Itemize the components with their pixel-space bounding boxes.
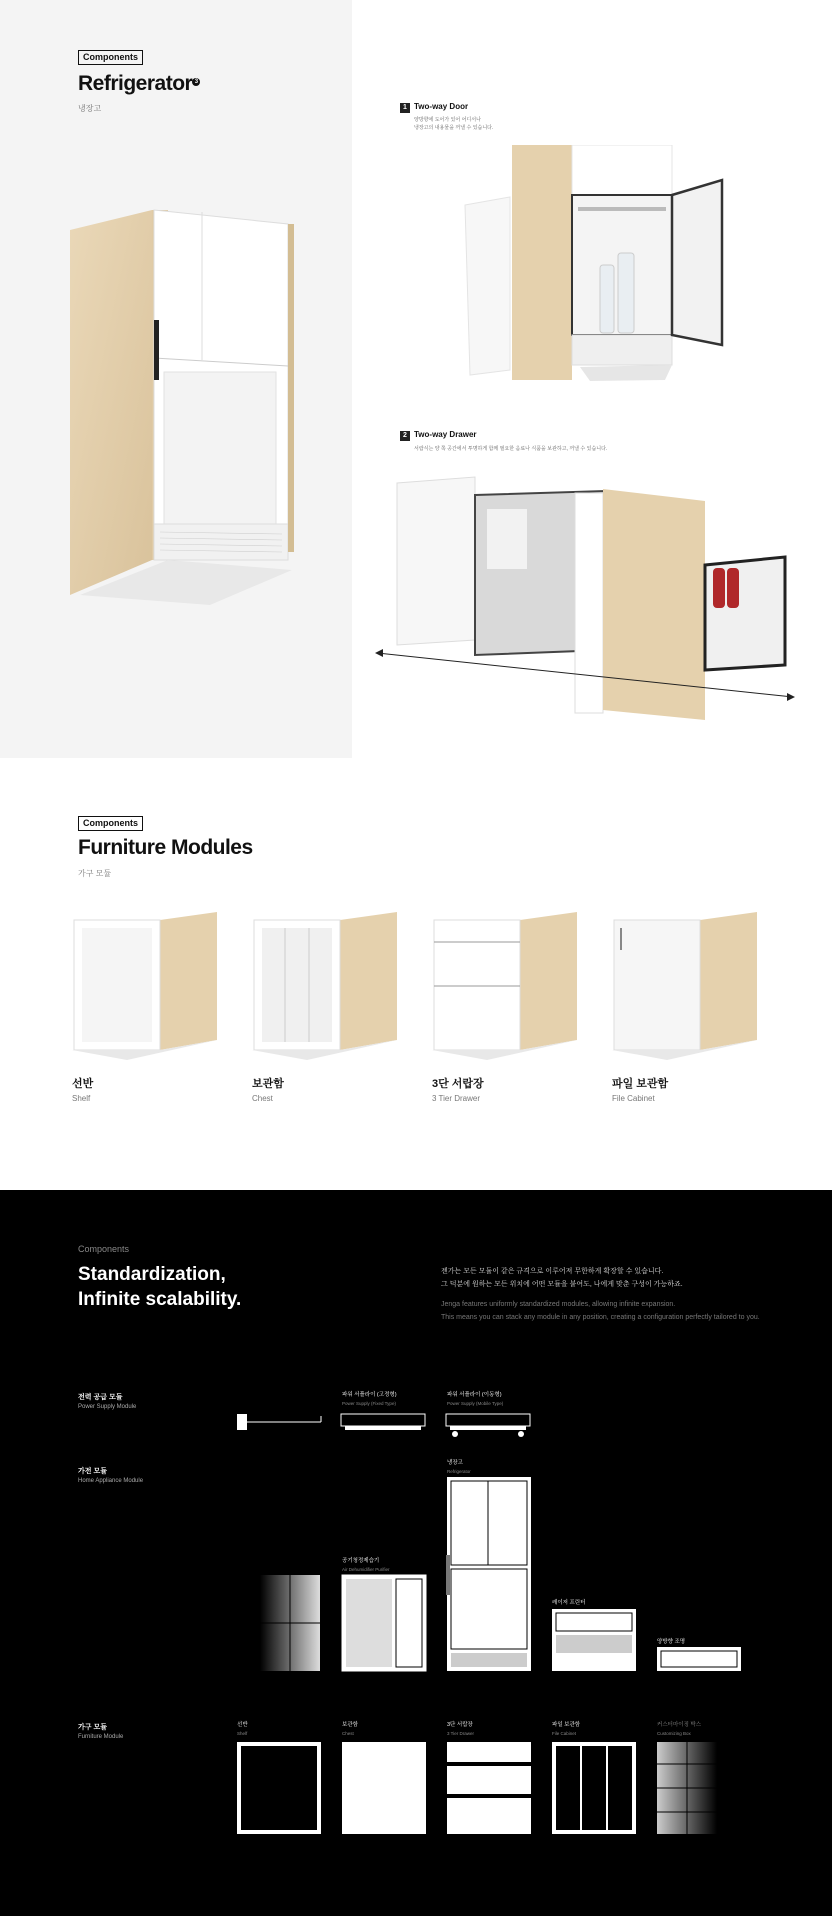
module-name-ko: 3단 서랍장 <box>432 1078 484 1090</box>
title-line: Standardization, <box>78 1264 226 1285</box>
item-label-en: Refrigerator <box>447 1469 471 1474</box>
item-label-ko: 보관함 <box>342 1722 358 1728</box>
item-label-en: Air Dehumidifier Purifier <box>342 1567 390 1572</box>
standardization-section <box>0 1190 832 1916</box>
desc-en: Jenga features uniformly standardized modules, allowing infinite expansion. <box>441 1301 676 1308</box>
feature-title: Two-way Door <box>414 102 469 111</box>
row-label-en: Power Supply Module <box>78 1404 137 1410</box>
module-file-cabinet <box>612 910 762 1103</box>
power-supply-drawings <box>235 1408 535 1448</box>
item-label-en: Power Supply (Fixed Type) <box>342 1401 396 1406</box>
feature-title: Two-way Drawer <box>414 430 477 439</box>
components-label: Components <box>78 1244 130 1254</box>
subtitle-ko: 냉장고 <box>78 104 102 113</box>
row-label-ko: 가전 모듈 <box>78 1468 107 1475</box>
feature-desc <box>414 116 493 132</box>
two-way-door-illustration <box>460 145 740 395</box>
desc-en: This means you can stack any module in any position, creating a configuration perfectly tailored to you. <box>441 1314 760 1321</box>
item-label-en: Chest <box>342 1731 354 1736</box>
section-subtitle-ko: 가구 모듈 <box>78 869 112 878</box>
module-name-ko: 파일 보관함 <box>612 1078 669 1090</box>
furniture-drawings <box>235 1740 735 1836</box>
item-label-en: 3 Tier Drawer <box>447 1731 475 1736</box>
module-name-en: Chest <box>252 1094 273 1103</box>
module-3-tier-drawer <box>432 910 582 1103</box>
page-title <box>78 72 200 96</box>
refrigerator-section <box>0 0 832 758</box>
feature-two-way-drawer <box>400 430 477 441</box>
row-label-ko: 가구 모듈 <box>78 1724 107 1731</box>
row-label-ko: 전력 공급 모듈 <box>78 1394 123 1401</box>
module-name-en: File Cabinet <box>612 1094 655 1103</box>
item-label-ko: 선반 <box>237 1722 248 1728</box>
item-label-ko: 커스터마이징 박스 <box>657 1722 702 1728</box>
appliance-drawings <box>250 1475 750 1675</box>
item-label-en: File Cabinet <box>552 1731 577 1736</box>
module-chest <box>252 910 402 1103</box>
module-shelf <box>72 910 222 1103</box>
desc-ko: 젠가는 모든 모듈이 같은 규격으로 이루어져 무한하게 확장할 수 있습니다. <box>441 1268 664 1275</box>
item-label-ko: 파워 서플라이 (고정형) <box>342 1392 397 1398</box>
file-cabinet-illustration <box>612 910 762 1060</box>
feature-desc-line: 냉장고의 내용물을 꺼낼 수 있습니다. <box>414 125 494 131</box>
item-label-ko: 파일 보관함 <box>552 1722 581 1728</box>
desc-ko: 그 덕분에 원하는 모든 위치에 어떤 모듈을 붙여도, 나에게 맞춘 구성이 가능하죠. <box>441 1281 683 1288</box>
feature-desc-line: 양방향에 도어가 있어 어디서나 <box>414 117 481 123</box>
shelf-illustration <box>72 910 222 1060</box>
title-badge: 3 <box>192 78 200 86</box>
components-tag: Components <box>78 816 143 831</box>
module-name-en: Shelf <box>72 1094 91 1103</box>
module-name-en: 3 Tier Drawer <box>432 1094 481 1103</box>
section-title: Furniture Modules <box>78 836 253 859</box>
title-text: Refrigerator <box>78 72 193 95</box>
item-label-en: Customizing Box <box>657 1731 691 1736</box>
row-label-en: Home Appliance Module <box>78 1478 144 1484</box>
components-tag: Components <box>78 50 143 65</box>
row-label-en: Furniture Module <box>78 1734 124 1740</box>
refrigerator-illustration <box>60 200 300 630</box>
item-label-ko: 공기청정제습기 <box>342 1558 380 1564</box>
item-label-ko: 냉장고 <box>447 1460 463 1466</box>
two-way-drawer-illustration <box>375 475 795 725</box>
chest-illustration <box>252 910 402 1060</box>
feature-number: 2 <box>400 431 410 441</box>
title-line: Infinite scalability. <box>78 1289 242 1310</box>
item-label-ko: 3단 서랍장 <box>447 1722 473 1728</box>
item-label-ko: 양방향 조명 <box>657 1639 686 1645</box>
section-title <box>78 1262 241 1312</box>
feature-desc: 서랍식는 양 쪽 공간에서 투명하게 함께 필요한 음료나 식품을 보관하고, 꺼낼 수 있습니다. <box>414 446 608 452</box>
item-label-en: Power Supply (Mobile Type) <box>447 1401 504 1406</box>
item-label-en: Shelf <box>237 1731 248 1736</box>
feature-number: 1 <box>400 103 410 113</box>
feature-two-way-door <box>400 102 468 113</box>
drawer-illustration <box>432 910 582 1060</box>
item-label-ko: 레이저 프린터 <box>552 1600 586 1606</box>
item-label-ko: 파워 서플라이 (이동형) <box>447 1392 502 1398</box>
module-name-ko: 보관함 <box>252 1078 284 1090</box>
module-name-ko: 선반 <box>72 1078 94 1090</box>
